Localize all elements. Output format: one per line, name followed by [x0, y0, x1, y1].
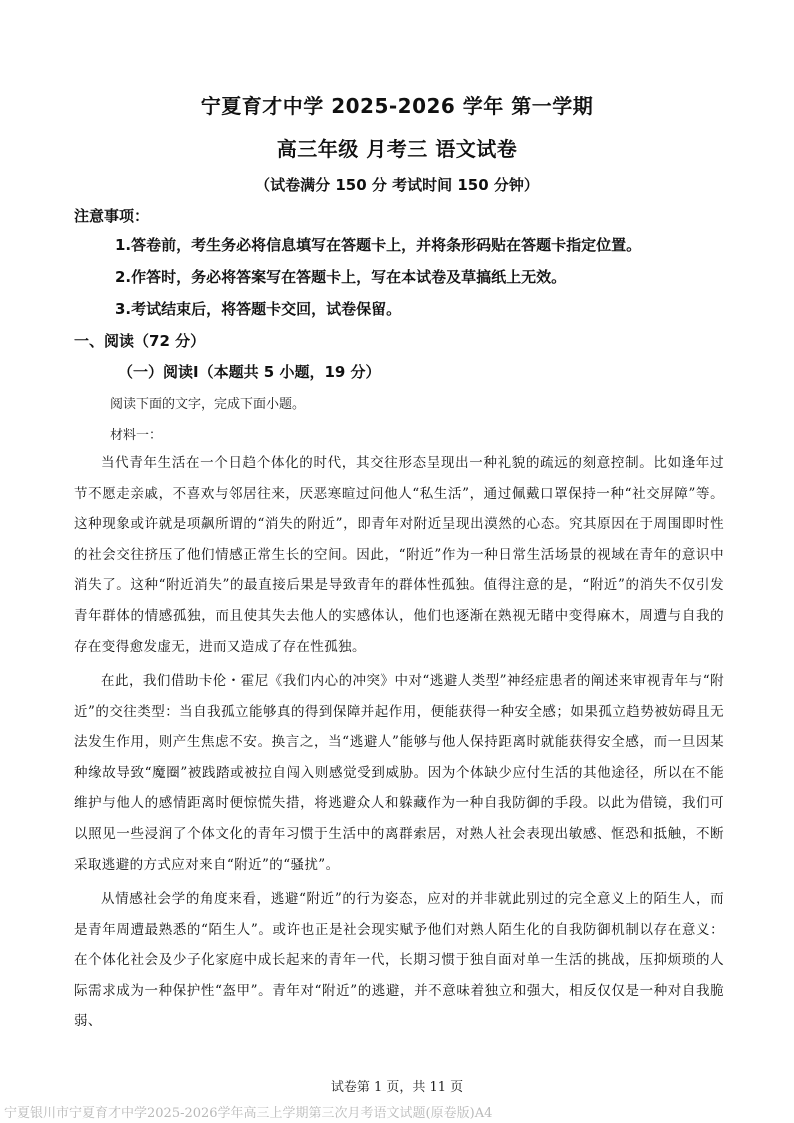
exam-title: 高三年级 月考三 语文试卷: [276, 137, 518, 161]
subsection-heading: （一）阅读Ⅰ（本题共 5 小题，19 分）: [118, 363, 381, 381]
material-paragraph: 当代青年生活在一个日趋个体化的时代，其交往形态呈现出一种礼貌的疏远的刻意控制。比如逢年过节不愿走亲戚，不喜欢与邻居往来，厌恶寒暄过问他人“私生活”，通过佩戴口罩保持一种“社交屏障”等。这种现象或许就是项飙所谓的“消失的附近”，即青年对附近呈现出漠然的心态。究其原因在于周围即时性的社会交往挤压了他们情感正常生长的空间。因此，“附近”作为一种日常生活场景的视域在青年的意识中消失了。这种“附近消失”的最直接后果是导致青年的群体性孤独。值得注意的是，“附近”的消失不仅引发青年群体的情感孤独，而且使其失去他人的实感体认，他们也逐渐在熟视无睹中变得麻木，周遭与自我的存在变得愈发虚无，进而又造成了存在性孤独。: [74, 455, 724, 655]
page-footer: 试卷第 1 页，共 11 页: [330, 1080, 464, 1095]
material-label: 材料一：: [110, 428, 163, 443]
notice-heading: 注意事项：: [74, 207, 150, 225]
document-watermark: 宁夏银川市宁夏育才中学2025-2026学年高三上学期第三次月考语文试题(原卷版)A4: [4, 1106, 493, 1121]
notice-item: 1.答卷前，考生务必将信息填写在答题卡上，并将条形码贴在答题卡指定位置。: [115, 236, 642, 254]
school-title: 宁夏育才中学 2025-2026 学年 第一学期: [200, 94, 594, 118]
notice-item: 3.考试结束后，将答题卡交回，试卷保留。: [115, 300, 402, 318]
material-paragraph: 从情感社会学的角度来看，逃避“附近”的行为姿态，应对的并非就此别过的完全意义上的陌生人，而是青年周遭最熟悉的“陌生人”。或许也正是社会现实赋予他们对熟人陌生化的自我防御机制以存在意义：在个体化社会及少子化家庭中成长起来的青年一代，长期习惯于独自面对单一生活的挑战，压抑烦琐的人际需求成为一种保护性“盔甲”。青年对“附近”的逃避，并不意味着独立和强大，相反仅仅是一种对自我脆弱、: [74, 891, 724, 1030]
notice-item: 2.作答时，务必将答案写在答题卡上，写在本试卷及草搞纸上无效。: [115, 268, 567, 286]
material-paragraph: 在此，我们借助卡伦・霍尼《我们内心的冲突》中对“逃避人类型”神经症患者的阐述来审视青年与“附近”的交往类型：当自我孤立能够真的得到保障并起作用，便能获得一种安全感；如果孤立趋势被妨碍且无法发生作用，则产生焦虑不安。换言之，当“逃避人”能够与他人保持距离时就能获得安全感，而一旦因某种缘故导致“魔圈”被践踏或被拉自闯入则感觉受到威胁。因为个体缺少应付生活的其他途径，所以在不能维护与他人的感情距离时便惊慌失措，将逃避众人和躲藏作为一种自我防御的手段。以此为借镜，我们可以照见一些浸润了个体文化的青年习惯于生活中的离群索居，对熟人社会表现出敏感、恇恐和抵触，不断采取逃避的方式应对来自“附近”的“骚扰”。: [74, 673, 724, 873]
reading-instruction: 阅读下面的文字，完成下面小题。: [110, 397, 306, 412]
exam-info: （试卷满分 150 分 考试时间 150 分钟）: [255, 176, 539, 194]
section-heading: 一、阅读（72 分）: [74, 332, 206, 350]
